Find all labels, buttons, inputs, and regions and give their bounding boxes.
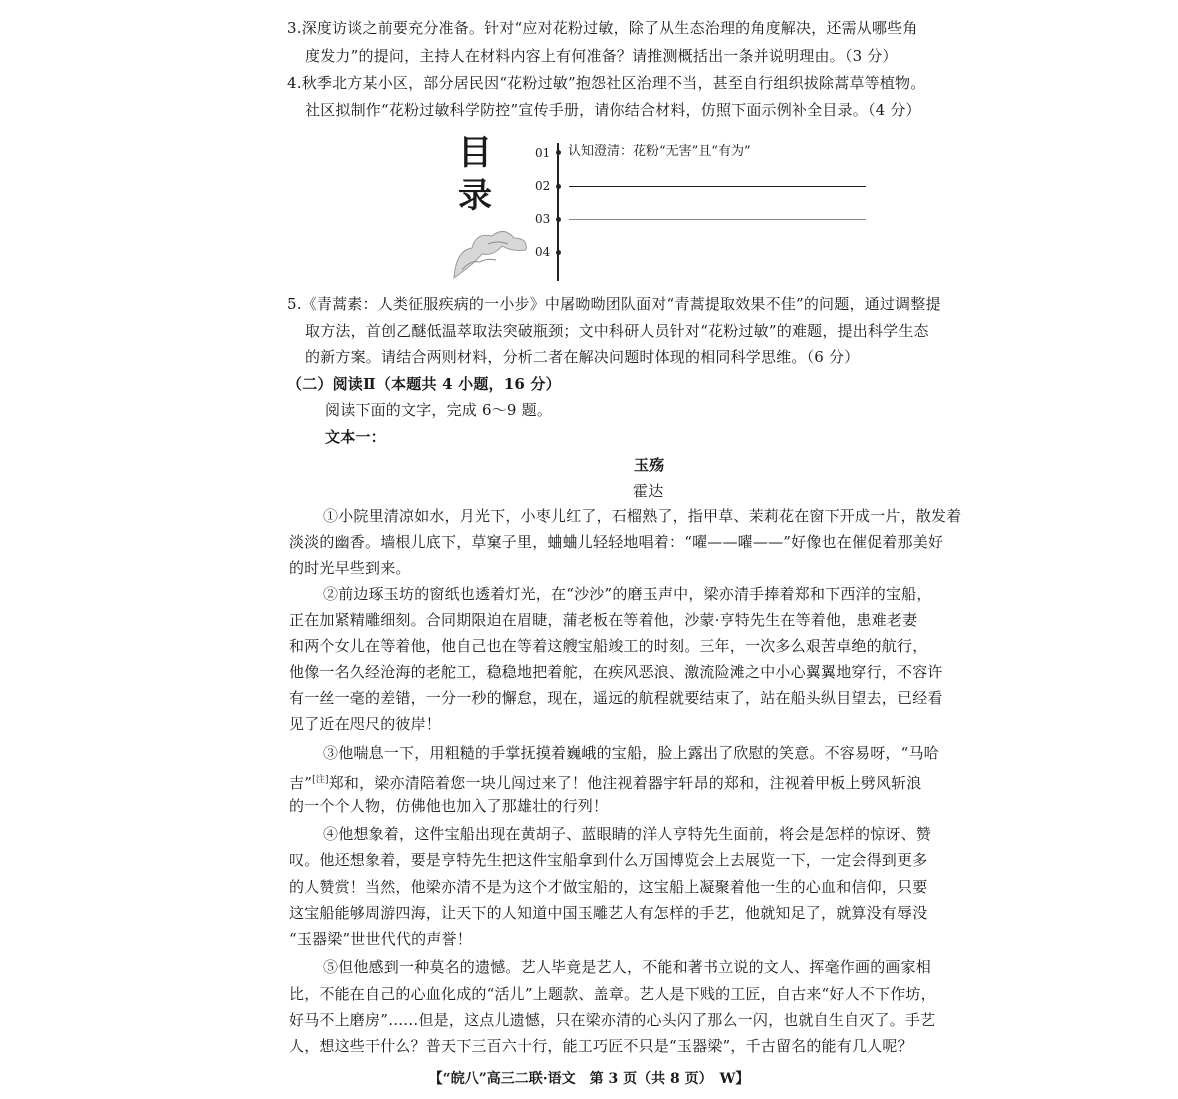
paragraph-line: 比，不能在自己的心血化成的“活儿”上题款、盖章。艺人是下贱的工匠，自古来“好人不下作坊， xyxy=(289,985,936,1003)
paragraph-line: ④他想象着，这件宝船出现在黄胡子、蓝眼睛的洋人亨特先生面前，将会是怎样的惊讶、赞 xyxy=(323,825,932,843)
paragraph-line: ②前边琢玉坊的窗纸也透着灯光，在“沙沙”的磨玉声中，梁亦清手捧着郑和下西洋的宝船， xyxy=(323,585,932,603)
article-title: 玉殇 xyxy=(634,456,665,474)
page-footer: 【“皖八”高三二联·语文 第 3 页（共 8 页） W】 xyxy=(428,1071,750,1087)
text-label: 文本一： xyxy=(325,428,386,446)
toc-item-dot xyxy=(556,217,561,222)
paragraph-line: 他像一名久经沧海的老舵工，稳稳地把着舵，在疾风恶浪、激流险滩之中小心翼翼地穿行，不容许 xyxy=(289,663,943,681)
toc-item-number: 04 xyxy=(535,245,551,259)
section-heading: （二）阅读Ⅱ（本题共 4 小题，16 分） xyxy=(287,375,561,393)
q4-line-1: 4.秋季北方某小区，部分居民因“花粉过敏”抱怨社区治理不当，甚至自行组织拔除蒿草等植物。 xyxy=(287,74,926,92)
toc-item-number: 02 xyxy=(535,179,551,193)
toc-item-dot xyxy=(556,250,561,255)
paragraph-line: 有一丝一毫的差错，一分一秒的懈怠，现在，遥远的航程就要结束了，站在船头纵目望去，已经看 xyxy=(289,689,943,707)
paragraph-line: 好马不上磨房”……但是，这点儿遗憾，只在梁亦清的心头闪了那么一闪，也就自生自灭了。手艺 xyxy=(289,1011,936,1029)
paragraph-line-with-note xyxy=(289,767,922,796)
footnote-marker[interactable]: [注] xyxy=(312,775,329,785)
paragraph-line: ⑤但他感到一种莫名的遗憾。艺人毕竟是艺人，不能和著书立说的文人、挥毫作画的画家相 xyxy=(323,958,932,976)
q5-line-3: 的新方案。请结合两则材料，分析二者在解决问题时体现的相同科学思维。（6 分） xyxy=(305,348,860,366)
paragraph-line: “玉器梁”世世代代的声誉！ xyxy=(289,930,472,948)
toc-item-number: 03 xyxy=(535,212,551,226)
note-line-start: 吉” xyxy=(289,774,313,792)
paragraph-line: 叹。他还想象着，要是亨特先生把这件宝船拿到什么万国博览会上去展览一下，一定会得到更多 xyxy=(289,851,928,869)
article-author: 霍达 xyxy=(633,482,664,500)
paragraph-line: 和两个女儿在等着他，他自己也在等着这艘宝船竣工的时刻。三年，一次多么艰苦卓绝的航行， xyxy=(289,637,928,655)
note-line-rest: 郑和，梁亦清陪着您一块儿闯过来了！他注视着器宇轩昂的郑和，注视着甲板上劈风斩浪 xyxy=(328,774,922,792)
paragraph-line: ③他喘息一下，用粗糙的手掌抚摸着巍峨的宝船，脸上露出了欣慰的笑意。不容易呀，“马哈 xyxy=(323,744,939,762)
q3-line-2: 度发力”的提问，主持人在材料内容上有何准备？请推测概括出一条并说明理由。（3 分） xyxy=(305,47,898,65)
paragraph-line: 正在加紧精雕细刻。合同期限迫在眉睫，蒲老板在等着他，沙蒙·亨特先生在等着他，患难老妻 xyxy=(289,611,918,629)
toc-item-dot xyxy=(556,184,561,189)
paragraph-line: 的一个个人物，仿佛他也加入了那雄壮的行列！ xyxy=(289,797,609,815)
toc-title-char-2: 录 xyxy=(458,176,492,216)
toc-vertical-line xyxy=(557,143,559,281)
q4-line-2: 社区拟制作“花粉过敏科学防控”宣传手册，请你结合材料，仿照下面示例补全目录。（4 分） xyxy=(305,101,921,119)
toc-answer-line xyxy=(569,186,866,187)
toc-answer-line xyxy=(569,219,866,220)
paragraph-line: 见了近在咫尺的彼岸！ xyxy=(289,715,442,733)
paragraph-line: 的人赞赏！当然，他梁亦清不是为这个才做宝船的，这宝船上凝聚着他一生的心血和信仰，只要 xyxy=(289,878,928,896)
q5-line-1: 5.《青蒿素：人类征服疾病的一小步》中屠呦呦团队面对“青蒿提取效果不佳”的问题，通过调整提 xyxy=(287,295,941,313)
q5-line-2: 取方法，首创乙醚低温萃取法突破瓶颈；文中科研人员针对“花粉过敏”的难题，提出科学生态 xyxy=(305,322,929,340)
paragraph-line: 这宝船能够周游四海，让天下的人知道中国玉雕艺人有怎样的手艺，他就知足了，就算没有辱没 xyxy=(289,904,928,922)
paragraph-line: 人，想这些干什么？普天下三百六十行，能工巧匠不只是“玉器梁”，千古留名的能有几人呢？ xyxy=(289,1037,913,1055)
q3-line-1: 3.深度访谈之前要充分准备。针对“应对花粉过敏，除了从生态治理的角度解决，还需从哪些角 xyxy=(287,19,918,37)
toc-item-dot xyxy=(556,150,561,155)
toc-title-char-1: 目 xyxy=(458,133,492,173)
toc-item-text: 认知澄清：花粉“无害”且“有为” xyxy=(568,144,751,159)
paragraph-line: 的时光早些到来。 xyxy=(289,559,411,577)
paragraph-line: ①小院里清凉如水，月光下，小枣儿红了，石榴熟了，指甲草、茉莉花在窗下开成一片，散发着 xyxy=(323,507,962,525)
section-instruction: 阅读下面的文字，完成 6～9 题。 xyxy=(325,401,553,419)
toc-item-number: 01 xyxy=(535,146,551,160)
cloud-decoration-icon xyxy=(452,220,532,280)
paragraph-line: 淡淡的幽香。墙根儿底下，草窠子里，蛐蛐儿轻轻地唱着：“嚁——嚁——”好像也在催促着那美好 xyxy=(289,533,944,551)
